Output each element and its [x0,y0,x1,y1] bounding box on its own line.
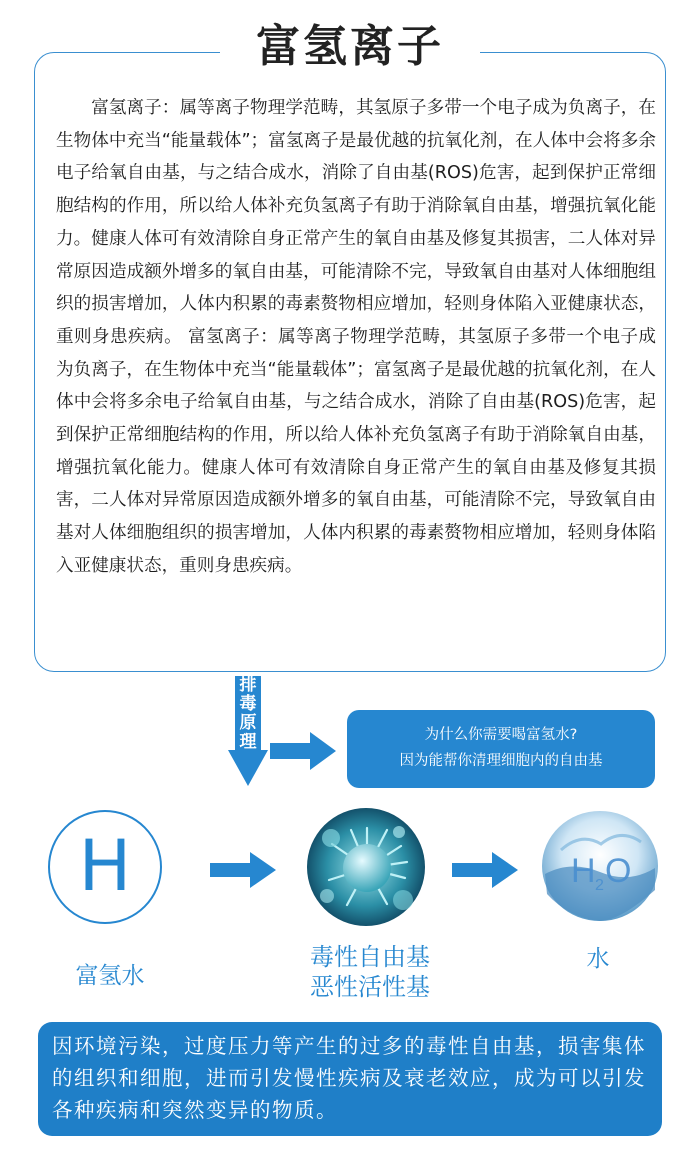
water-splash-icon [541,810,659,922]
callout-answer: 因为能帮你清理细胞内的自由基 [399,753,603,769]
free-radical-virus-icon [307,808,425,926]
hydrogen-symbol: H [78,825,132,907]
bottom-info-text: 因环境污染，过度压力等产生的过多的毒性自由基，损害集体的组织和细胞，进而引发慢性疾病及衰老效应，成为可以引发各种疾病和突然变异的物质。 [52,1034,646,1122]
water-label: 水 [586,946,610,972]
right-arrow-icon [210,852,276,888]
free-radical-label-line1: 毒性自由基 [310,943,430,971]
hydrogen-water-label: 富氢水 [75,963,145,989]
water-formula-h: H [571,852,596,890]
water-formula-o: O [605,852,632,890]
callout-box [347,710,655,788]
water-formula-subscript: 2 [595,877,604,894]
callout-question: 为什么你需要喝富氢水? [424,727,578,743]
hydrogen-circle [48,810,162,924]
page-title: 富氢离子 [220,16,480,78]
right-arrow-icon [452,852,518,888]
right-arrow-icon [270,732,336,770]
free-radical-label-line2: 恶性活性基 [310,973,430,1001]
free-radical-label [285,942,455,1002]
body-paragraph: 富氢离子：属等离子物理学范畴，其氢原子多带一个电子成为负离子，在生物体中充当“能量载体”；富氢离子是最优越的抗氧化剂，在人体中会将多余电子给氧自由基，与之结合成水，消除了自由基(ROS)危害，起到保护正常细胞结构的作用，所以给人体补充负氢离子有助于消除氧自由基，增强抗氧化能力。健康人体可有效清除自身正常产生的氧自由基及修复其损害，二人体对异常原因造成额外增多的氧自由基，可能清除不完，导致氧自由基对人体细胞组织的损害增加，人体内积累的毒素赘物相应增加，轻则身体陷入亚健康状态，重则身患疾病。 富氢离子：属等离子物理学范畴，其氢原子多带一个电子成为负离子，在生物体中充当“能量载体”；富氢离子是最优越的抗氧化剂，在人体中会将多余电子给氧自由基，与之结合成水，消除了自由基(ROS)危害，起到保护正常细胞结构的作用，所以给人体补充负氢离子有助于消除氧自由基，增强抗氧化能力。健康人体可有效清除自身正常产生的氧自由基及修复其损害，二人体对异常原因造成额外增多的氧自由基，可能清除不完，导致氧自由基对人体细胞组织的损害增加，人体内积累的毒素赘物相应增加，轻则身体陷入亚健康状态，重则身患疾病。 [56,98,656,576]
bottom-info-box [38,1022,662,1136]
detox-principle-label: 排毒原理 [239,675,257,752]
